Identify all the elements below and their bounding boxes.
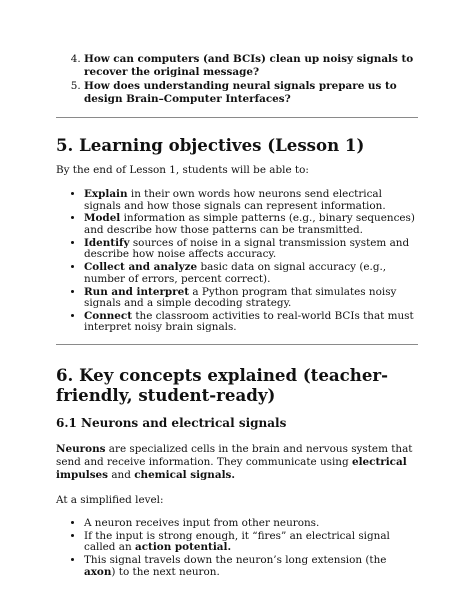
objective-verb: Explain <box>84 188 128 200</box>
neuron-point: • A neuron receives input from other neurons. <box>84 518 418 530</box>
objective-item <box>84 238 418 261</box>
section-5-intro: By the end of Lesson 1, students will be able to: <box>56 164 309 176</box>
term-electrical-impulses: electrical impulses <box>56 456 407 482</box>
section-6-heading: 6. Key concepts explained (teacher-friendly, student-ready) <box>56 365 389 406</box>
objective-text: basic data on signal accuracy (e.g., number of errors, percent correct). <box>84 261 387 285</box>
term-chemical-signals: chemical signals. <box>134 469 236 482</box>
objective-verb: Identify <box>84 236 130 249</box>
neuron-points-list <box>56 518 418 578</box>
objective-item <box>84 287 418 310</box>
point-text: If the input is strong enough, it “fires” an electrical signal called an <box>84 529 390 554</box>
subsection-6-1-heading: 6.1 Neurons and electrical signals <box>56 416 287 431</box>
term-neurons: Neurons <box>56 443 106 456</box>
objective-text: the classroom activities to real-world BCIs that must interpret noisy brain signals. <box>84 309 414 334</box>
page-content <box>56 53 418 580</box>
guiding-questions-list <box>56 53 418 106</box>
objective-text: sources of noise in a signal transmission system and describe how noise affects accuracy. <box>84 236 410 261</box>
question-item: 4. How can computers (and BCIs) clean up noisy signals to recover the original message? <box>84 53 418 79</box>
question-item: 5. How does understanding neural signals prepare us to design Brain–Computer Interfaces? <box>84 80 418 106</box>
point-text: This signal travels down the neuron’s long extension (the <box>84 554 387 567</box>
neurons-paragraph <box>56 443 418 482</box>
objective-item <box>84 311 418 334</box>
objective-item <box>84 213 418 236</box>
term-axon: axon <box>84 565 112 578</box>
simplified-intro: At a simplified level: <box>56 494 164 507</box>
neuron-point <box>84 531 418 554</box>
objectives-list <box>56 189 418 334</box>
objective-text: in their own words how neurons send electrical signals and how those signals can represent information. <box>84 188 386 212</box>
section-5-heading: 5. Learning objectives (Lesson 1) <box>56 135 365 155</box>
objective-verb: Collect and analyze <box>84 261 198 274</box>
section-divider <box>56 117 418 118</box>
paragraph-text: and <box>108 469 135 482</box>
neuron-point <box>84 555 418 578</box>
paragraph-text: are specialized cells in the brain and nervous system that send and receive information. They communicate using <box>56 443 413 469</box>
objective-verb: Connect <box>84 309 133 322</box>
point-text: ) to the next neuron. <box>111 565 220 578</box>
objective-text: a Python program that simulates noisy signals and a simple decoding strategy. <box>84 285 397 310</box>
term-action-potential: action potential. <box>134 541 232 554</box>
objective-text: information as simple patterns (e.g., binary sequences) and describe how those patterns can be transmitted. <box>84 212 415 236</box>
objective-item <box>84 262 418 285</box>
objective-verb: Model <box>84 212 121 225</box>
objective-item <box>84 189 418 212</box>
section-divider <box>56 344 418 345</box>
objective-verb: Run and interpret <box>84 285 190 298</box>
